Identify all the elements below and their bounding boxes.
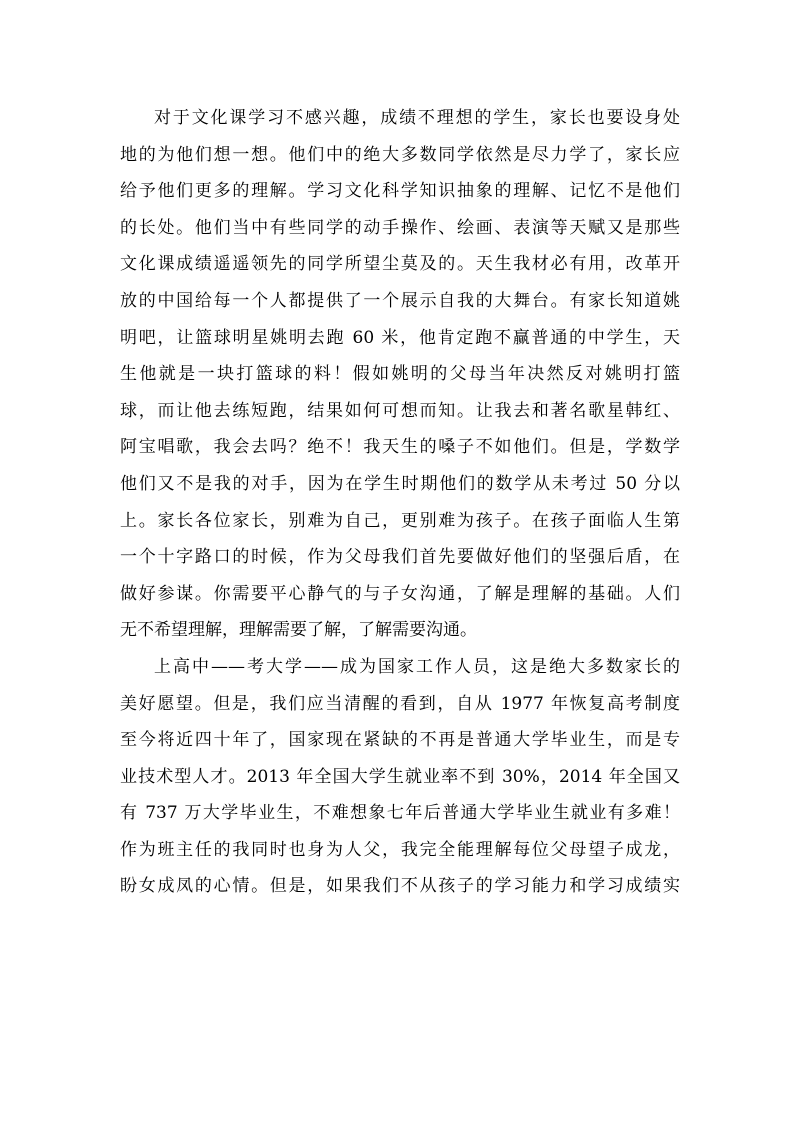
text-line: 球，而让他去练短跑，结果如何可想而知。让我去和著名歌星韩红、 (120, 400, 680, 421)
text-line: 生他就是一块打篮球的料！假如姚明的父母当年决然反对姚明打篮 (120, 364, 680, 385)
text-line: 上高中——考大学——成为国家工作人员，这是绝大多数家长的 (154, 656, 680, 677)
text-line: 对于文化课学习不感兴趣，成绩不理想的学生，家长也要设身处 (154, 108, 680, 128)
text-line: 无不希望理解，理解需要了解，了解需要沟通。 (120, 620, 477, 641)
text-line: 文化课成绩遥遥领先的同学所望尘莫及的。天生我材必有用，改革开 (120, 254, 680, 275)
text-line: 盼女成凤的心情。但是，如果我们不从孩子的学习能力和学习成绩实 (120, 876, 680, 897)
text-line: 的长处。他们当中有些同学的动手操作、绘画、表演等天赋又是那些 (120, 217, 680, 238)
document-body (120, 100, 680, 905)
text-line: 一个十字路口的时候，作为父母我们首先要做好他们的坚强后盾，在 (120, 547, 680, 568)
text-line: 放的中国给每一个人都提供了一个展示自我的大舞台。有家长知道姚 (120, 290, 680, 311)
text-line: 他们又不是我的对手，因为在学生时期他们的数学从未考过 50 分以 (120, 473, 680, 494)
text-line: 作为班主任的我同时也身为人父，我完全能理解每位父母望子成龙， (120, 839, 680, 860)
text-line: 明吧，让篮球明星姚明去跑 60 米，他肯定跑不赢普通的中学生，天 (120, 327, 680, 348)
text-line: 美好愿望。但是，我们应当清醒的看到，自从 1977 年恢复高考制度 (120, 693, 680, 714)
text-line: 业技术型人才。2013 年全国大学生就业率不到 30%，2014 年全国又 (120, 766, 680, 787)
paragraph (120, 649, 680, 905)
text-line: 上。家长各位家长，别难为自己，更别难为孩子。在孩子面临人生第 (120, 510, 680, 531)
text-line: 至今将近四十年了，国家现在紧缺的不再是普通大学毕业生，而是专 (120, 730, 680, 751)
text-line: 有 737 万大学毕业生，不难想象七年后普通大学毕业生就业有多难！ (120, 803, 680, 824)
text-line: 阿宝唱歌，我会去吗？绝不！我天生的嗓子不如他们。但是，学数学 (120, 437, 680, 458)
text-line: 给予他们更多的理解。学习文化科学知识抽象的理解、记忆不是他们 (120, 181, 680, 202)
text-line: 做好参谋。你需要平心静气的与子女沟通，了解是理解的基础。人们 (120, 583, 680, 604)
text-line: 地的为他们想一想。他们中的绝大多数同学依然是尽力学了，家长应 (120, 144, 680, 165)
paragraph (120, 100, 680, 649)
